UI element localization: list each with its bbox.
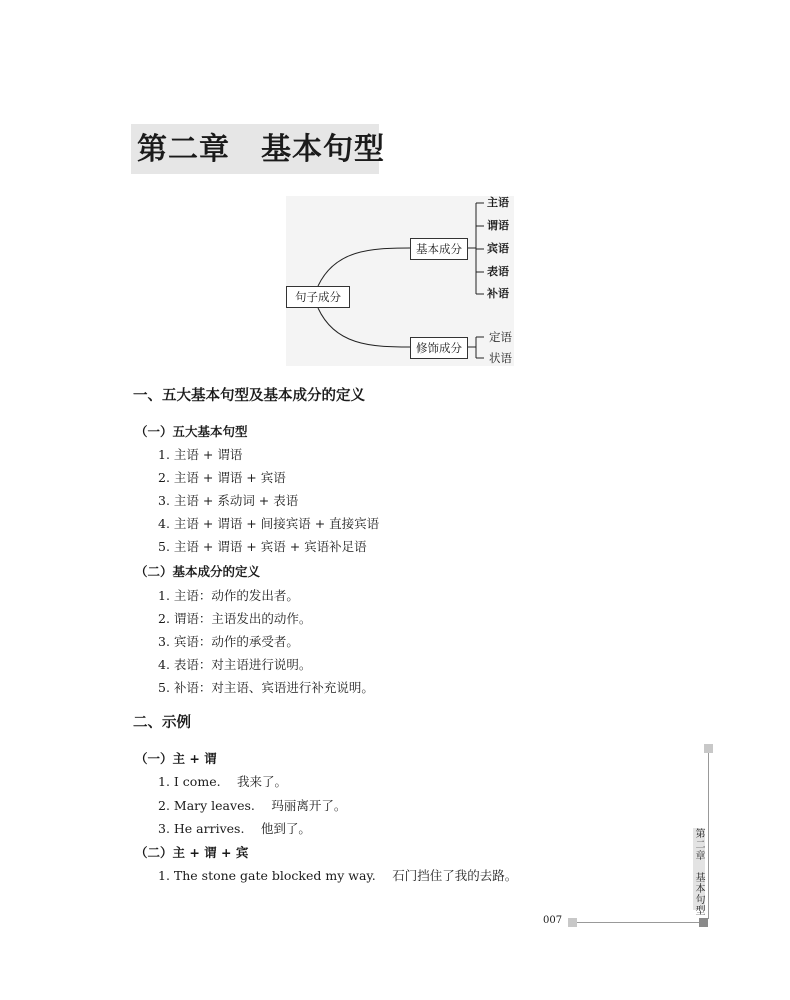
side-chapter-label: 第二章 基本句型 [693, 828, 704, 916]
footer-rule [577, 922, 699, 923]
list-item: 5. 补语：对主语、宾语进行补充说明。 [158, 680, 374, 695]
modifier-components-node: 修饰成分 [410, 337, 468, 359]
basic-item-subject: 主语 [487, 196, 509, 209]
basic-components-node: 基本成分 [410, 238, 468, 260]
modifier-item-attributive: 定语 [489, 330, 512, 344]
footer-square [568, 918, 577, 927]
list-item: 2. 谓语：主语发出的动作。 [158, 611, 312, 626]
example-item: 1. I come. 我来了。 [158, 774, 288, 789]
basic-item-predicate: 谓语 [487, 219, 509, 232]
basic-item-complement: 补语 [487, 287, 509, 300]
chapter-title: 第二章 基本句型 [137, 132, 385, 167]
list-item: 5. 主语 + 谓语 + 宾语 + 宾语补足语 [158, 539, 367, 554]
section-1-heading: 一、五大基本句型及基本成分的定义 [133, 388, 365, 404]
basic-item-object: 宾语 [487, 242, 509, 255]
section-1-sub-2-heading: （二）基本成分的定义 [135, 564, 261, 579]
page-number: 007 [543, 915, 563, 926]
section-2-sub-2-heading: （二）主 + 谓 + 宾 [135, 845, 249, 860]
margin-vertical-rule [708, 753, 709, 919]
list-item: 3. 宾语：动作的承受者。 [158, 634, 299, 649]
example-item: 1. The stone gate blocked my way. 石门挡住了我的去路。 [158, 868, 518, 883]
list-item: 1. 主语：动作的发出者。 [158, 588, 299, 603]
example-item: 2. Mary leaves. 玛丽离开了。 [158, 798, 347, 813]
modifier-item-adverbial: 状语 [489, 351, 512, 365]
list-item: 4. 表语：对主语进行说明。 [158, 657, 312, 672]
list-item: 2. 主语 + 谓语 + 宾语 [158, 470, 286, 485]
basic-item-predicative: 表语 [487, 265, 509, 278]
root-node: 句子成分 [286, 286, 350, 308]
section-2-sub-1-heading: （一）主 + 谓 [135, 751, 217, 766]
section-1-sub-1-heading: （一）五大基本句型 [135, 424, 248, 439]
margin-square-bottom [699, 918, 708, 927]
list-item: 1. 主语 + 谓语 [158, 447, 243, 462]
example-item: 3. He arrives. 他到了。 [158, 821, 311, 836]
list-item: 4. 主语 + 谓语 + 间接宾语 + 直接宾语 [158, 516, 380, 531]
margin-square-top [704, 744, 713, 753]
list-item: 3. 主语 + 系动词 + 表语 [158, 493, 299, 508]
section-2-heading: 二、示例 [133, 715, 191, 731]
